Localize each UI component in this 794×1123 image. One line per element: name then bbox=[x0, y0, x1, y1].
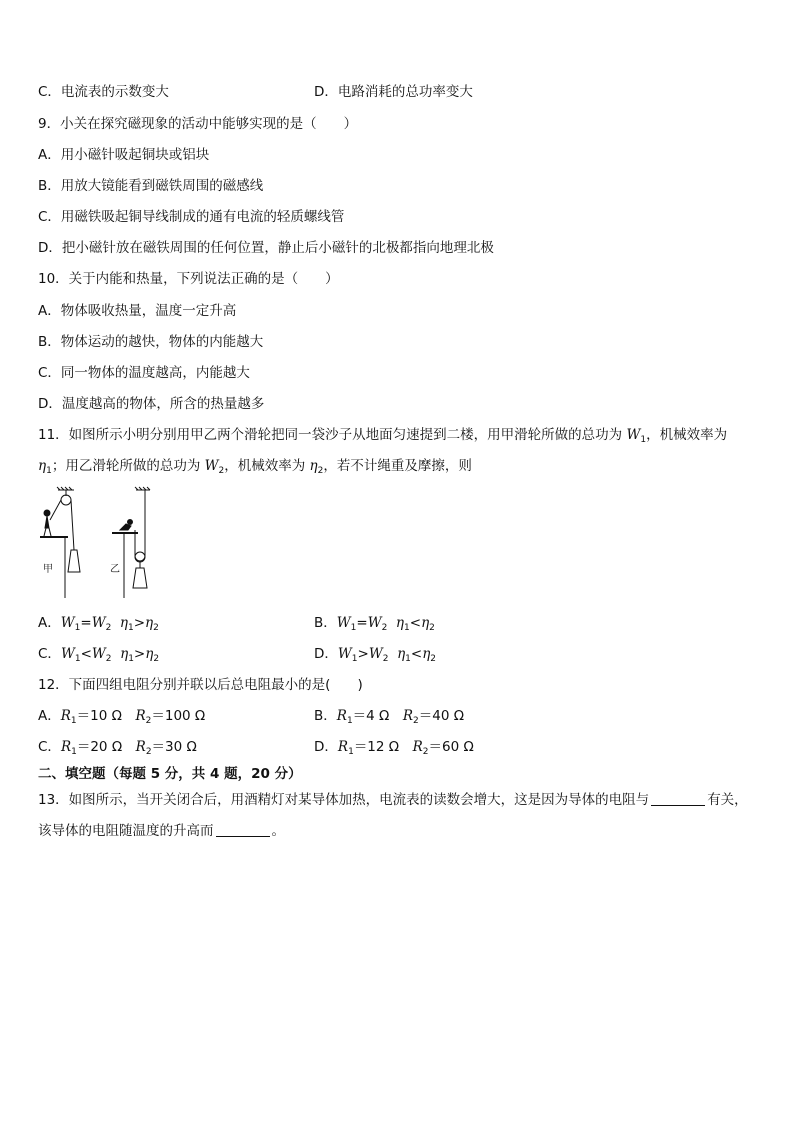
q11-option-d: D．$W_1>W_2$ $\eta_1<\eta_2$ bbox=[314, 646, 437, 664]
q8-option-c: C．电流表的示数变大 bbox=[38, 84, 169, 100]
q8-option-d: D．电路消耗的总功率变大 bbox=[314, 84, 473, 100]
q12-option-c: C．$R_1=20$ Ω $R_2=30$ Ω bbox=[38, 739, 197, 757]
q9-stem: 9．小关在探究磁现象的活动中能够实现的是（ ） bbox=[38, 116, 358, 132]
q10-option-c: C．同一物体的温度越高，内能越大 bbox=[38, 365, 250, 381]
q10-option-d: D．温度越高的物体，所含的热量越多 bbox=[38, 396, 265, 412]
q11-stem-line2: $\eta_1$；用乙滑轮所做的总功为 $W_2$，机械效率为 $\eta_2$，若不计绳重及摩擦，则 bbox=[38, 458, 472, 476]
q12-option-a: A．$R_1=10$ Ω $R_2=100$ Ω bbox=[38, 708, 206, 726]
section-title-fill-in: 二、填空题（每题 5 分，共 4 题，20 分） bbox=[38, 766, 302, 782]
label-jia: 甲 bbox=[43, 564, 53, 575]
q12-stem: 12．下面四组电阻分别并联以后总电阻最小的是( ) bbox=[38, 677, 363, 693]
q9-option-d: D．把小磁针放在磁铁周围的任何位置，静止后小磁针的北极都指向地理北极 bbox=[38, 240, 494, 256]
pulley-figure bbox=[38, 486, 168, 604]
label-yi: 乙 bbox=[110, 564, 120, 575]
person-jia bbox=[44, 510, 50, 516]
answer-blank-2[interactable] bbox=[216, 824, 270, 837]
fixed-pulley-jia bbox=[61, 495, 71, 505]
q11-stem-line1: 11．如图所示小明分别用甲乙两个滑轮把同一袋沙子从地面匀速提到二楼，用甲滑轮所做的总功为 $W_1$，机械效率为 bbox=[38, 427, 728, 445]
q9-option-c: C．用磁铁吸起铜导线制成的通有电流的轻质螺线管 bbox=[38, 209, 345, 225]
q9-option-b: B．用放大镜能看到磁铁周围的磁感线 bbox=[38, 178, 264, 194]
q11-option-c: C．$W_1<W_2$ $\eta_1>\eta_2$ bbox=[38, 646, 160, 664]
sand-bag-jia bbox=[68, 550, 80, 572]
q9-option-a: A．用小磁针吸起铜块或铝块 bbox=[38, 147, 210, 163]
sand-bag-yi bbox=[133, 568, 147, 588]
q11-option-b: B．$W_1=W_2$ $\eta_1<\eta_2$ bbox=[314, 615, 435, 633]
q11-option-a: A．$W_1=W_2$ $\eta_1>\eta_2$ bbox=[38, 615, 159, 633]
q13-line2: 该导体的电阻随温度的升高而 。 bbox=[38, 823, 285, 839]
q10-option-b: B．物体运动的越快，物体的内能越大 bbox=[38, 334, 264, 350]
q10-stem: 10．关于内能和热量，下列说法正确的是（ ） bbox=[38, 271, 339, 287]
q13-line1: 13．如图所示，当开关闭合后，用酒精灯对某导体加热，电流表的读数会增大，这是因为导体的电阻与 有关， bbox=[38, 792, 748, 808]
q12-option-b: B．$R_1=4$ Ω $R_2=40$ Ω bbox=[314, 708, 465, 726]
answer-blank-1[interactable] bbox=[651, 793, 705, 806]
q12-option-d: D．$R_1=12$ Ω $R_2=60$ Ω bbox=[314, 739, 474, 757]
q10-option-a: A．物体吸收热量，温度一定升高 bbox=[38, 303, 237, 319]
